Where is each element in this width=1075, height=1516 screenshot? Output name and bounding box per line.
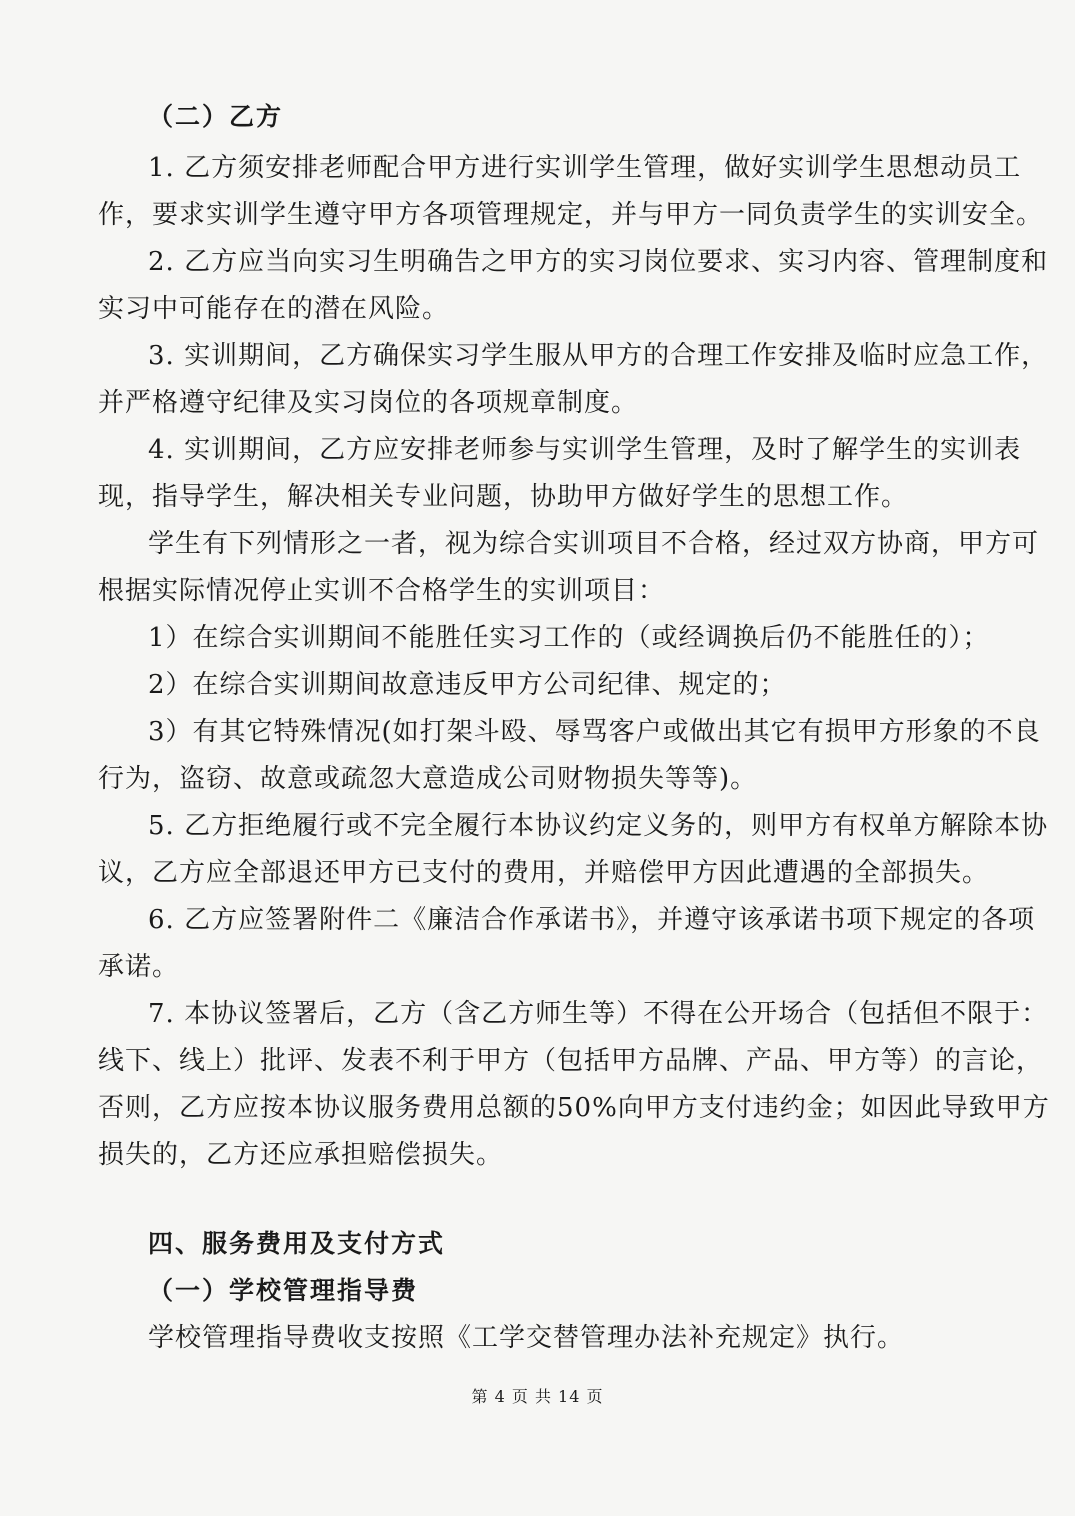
paragraph-line: 实习中可能存在的潜在风险。 [98,294,450,324]
paragraph-line: 线下、线上）批评、发表不利于甲方（包括甲方品牌、产品、甲方等）的言论， [98,1046,1044,1076]
paragraph-line: 行为，盗窃、故意或疏忽大意造成公司财物损失等等)。 [98,764,758,794]
paragraph-line: 3. 实训期间，乙方确保实习学生服从甲方的合理工作安排及临时应急工作， [148,341,1049,371]
paragraph-line: 2. 乙方应当向实习生明确告之甲方的实习岗位要求、实习内容、管理制度和 [148,247,1049,277]
paragraph-line: 学生有下列情形之一者，视为综合实训项目不合格，经过双方协商，甲方可 [148,529,1040,559]
paragraph-line: 7. 本协议签署后，乙方（含乙方师生等）不得在公开场合（包括但不限于： [148,999,1049,1029]
section-heading-fees: 四、服务费用及支付方式 [148,1229,446,1258]
paragraph-line: 议，乙方应全部退还甲方已支付的费用，并赔偿甲方因此遭遇的全部损失。 [98,858,990,888]
page-number: 第 4 页 共 14 页 [471,1387,604,1406]
paragraph-line: 6. 乙方应签署附件二《廉洁合作承诺书》，并遵守该承诺书项下规定的各项 [148,905,1036,935]
list-item: 2）在综合实训期间故意违反甲方公司纪律、规定的； [148,670,787,700]
paragraph-line: 1. 乙方须安排老师配合甲方进行实训学生管理，做好实训学生思想动员工 [148,153,1022,183]
subsection-heading-school-fee: （一）学校管理指导费 [148,1276,419,1305]
paragraph-line: 作，要求实训学生遵守甲方各项管理规定，并与甲方一同负责学生的实训安全。 [98,200,1044,230]
paragraph-line: 学校管理指导费收支按照《工学交替管理办法补充规定》执行。 [148,1323,905,1353]
list-item: 3）有其它特殊情况(如打架斗殴、辱骂客户或做出其它有损甲方形象的不良 [148,717,1041,747]
paragraph-line: 承诺。 [98,952,180,982]
paragraph-line: 根据实际情况停止实训不合格学生的实训项目： [98,576,666,606]
paragraph-line: 否则，乙方应按本协议服务费用总额的50%向甲方支付违约金；如因此导致甲方 [98,1093,1050,1123]
paragraph-line: 损失的，乙方还应承担赔偿损失。 [98,1140,504,1170]
section-heading-party-b: （二）乙方 [148,102,284,131]
paragraph-line: 4. 实训期间，乙方应安排老师参与实训学生管理，及时了解学生的实训表 [148,435,1022,465]
paragraph-line: 5. 乙方拒绝履行或不完全履行本协议约定义务的，则甲方有权单方解除本协 [148,811,1049,841]
paragraph-line: 现，指导学生，解决相关专业问题，协助甲方做好学生的思想工作。 [98,482,909,512]
paragraph-line: 并严格遵守纪律及实习岗位的各项规章制度。 [98,388,639,418]
list-item: 1）在综合实训期间不能胜任实习工作的（或经调换后仍不能胜任的）； [148,623,990,653]
